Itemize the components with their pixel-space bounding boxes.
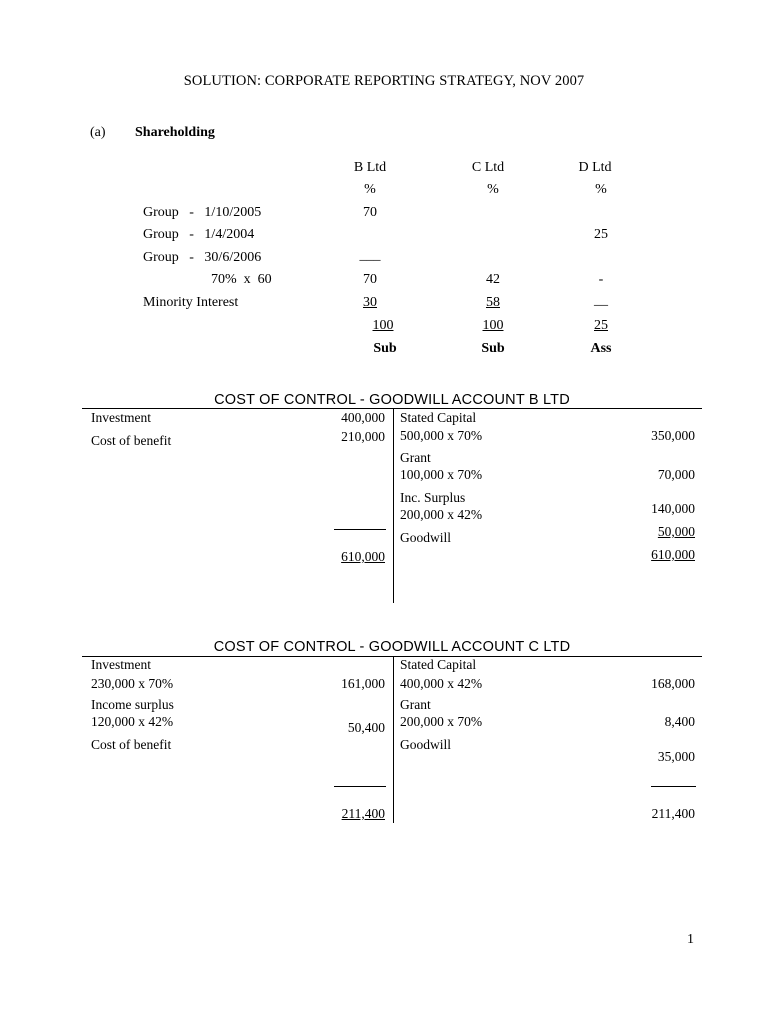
credit-entry-text: 400,000 x 42% bbox=[400, 676, 483, 691]
column-header-d-ltd: D Ltd bbox=[578, 160, 612, 175]
credit-entry-amount: 140,000 bbox=[651, 501, 695, 516]
credit-entry-text: 100,000 x 70% bbox=[400, 467, 483, 482]
credit-entry-text: 500,000 x 70% bbox=[400, 428, 483, 443]
subtotal-rule bbox=[334, 529, 386, 530]
credit-entry-text: Grant bbox=[400, 697, 431, 712]
credit-entry-text: 200,000 x 42% bbox=[400, 507, 483, 522]
credit-entry-amount: 70,000 bbox=[657, 467, 695, 482]
subtotal-rule bbox=[651, 786, 696, 787]
credit-entry-amount: 8,400 bbox=[664, 714, 695, 729]
credit-entry-text: Goodwill bbox=[400, 737, 452, 752]
column-unit: % bbox=[595, 182, 607, 197]
row-label: 70% x 60 bbox=[211, 272, 272, 287]
account-title: COST OF CONTROL - GOODWILL ACCOUNT C LTD bbox=[213, 639, 571, 655]
cell-value: 42 bbox=[486, 272, 500, 287]
debit-entry-amount: 161,000 bbox=[341, 676, 385, 691]
row-label: Group - 1/4/2004 bbox=[143, 227, 255, 242]
section-heading: Shareholding bbox=[135, 125, 215, 140]
credit-entry-amount: 168,000 bbox=[651, 676, 695, 691]
debit-entry-text: Cost of benefit bbox=[91, 737, 172, 752]
credit-entry-text: 200,000 x 70% bbox=[400, 714, 483, 729]
debit-entry-text: Income surplus bbox=[91, 697, 174, 712]
row-label: Minority Interest bbox=[143, 295, 239, 310]
account-header-rule bbox=[82, 408, 702, 409]
cell-value: ___ bbox=[359, 248, 381, 263]
column-header-b-ltd: B Ltd bbox=[353, 160, 387, 175]
credit-entry-text: Stated Capital bbox=[400, 657, 477, 672]
credit-entry-amount: 50,000 bbox=[657, 524, 695, 539]
credit-entry-text: Stated Capital bbox=[400, 410, 477, 425]
debit-total: 211,400 bbox=[341, 806, 385, 821]
cell-classification: Ass bbox=[590, 341, 612, 356]
credit-total: 610,000 bbox=[651, 547, 695, 562]
cell-value: 70 bbox=[363, 272, 377, 287]
subtotal-rule bbox=[334, 786, 386, 787]
cell-value: __ bbox=[594, 293, 608, 308]
row-label: Group - 1/10/2005 bbox=[143, 205, 262, 220]
credit-entry-text: Goodwill bbox=[400, 530, 452, 545]
cell-total: 100 bbox=[372, 318, 394, 333]
document-title: SOLUTION: CORPORATE REPORTING STRATEGY, NOV 2007 bbox=[183, 73, 585, 89]
column-unit: % bbox=[364, 182, 376, 197]
cell-classification: Sub bbox=[373, 341, 397, 356]
cell-classification: Sub bbox=[481, 341, 505, 356]
account-header-rule bbox=[82, 656, 702, 657]
cell-value: 25 bbox=[594, 227, 608, 242]
cell-value: 30 bbox=[363, 295, 377, 310]
section-label: (a) bbox=[90, 125, 106, 140]
account-title: COST OF CONTROL - GOODWILL ACCOUNT B LTD bbox=[214, 392, 570, 408]
debit-entry-text: 230,000 x 70% bbox=[91, 676, 174, 691]
cell-value: 58 bbox=[486, 295, 500, 310]
cell-total: 100 bbox=[482, 318, 504, 333]
cell-value: - bbox=[598, 272, 604, 287]
debit-entry-amount: 50,400 bbox=[347, 720, 385, 735]
credit-entry-amount: 35,000 bbox=[657, 749, 695, 764]
debit-entry-text: Investment bbox=[91, 410, 151, 425]
account-divider bbox=[393, 656, 394, 823]
credit-entry-amount: 350,000 bbox=[651, 428, 695, 443]
debit-entry-text: 120,000 x 42% bbox=[91, 714, 174, 729]
column-header-c-ltd: C Ltd bbox=[471, 160, 505, 175]
debit-total: 610,000 bbox=[341, 549, 385, 564]
credit-entry-text: Grant bbox=[400, 450, 431, 465]
row-label: Group - 30/6/2006 bbox=[143, 250, 262, 265]
page-number: 1 bbox=[687, 932, 694, 947]
debit-entry-text: Investment bbox=[91, 657, 151, 672]
debit-entry-amount: 400,000 bbox=[341, 410, 385, 425]
cell-value: 70 bbox=[363, 205, 377, 220]
debit-entry-text: Cost of benefit bbox=[91, 433, 172, 448]
account-divider bbox=[393, 408, 394, 603]
debit-entry-amount: 210,000 bbox=[341, 429, 385, 444]
credit-total: 211,400 bbox=[651, 806, 695, 821]
credit-entry-text: Inc. Surplus bbox=[400, 490, 466, 505]
cell-total: 25 bbox=[594, 318, 608, 333]
column-unit: % bbox=[487, 182, 499, 197]
